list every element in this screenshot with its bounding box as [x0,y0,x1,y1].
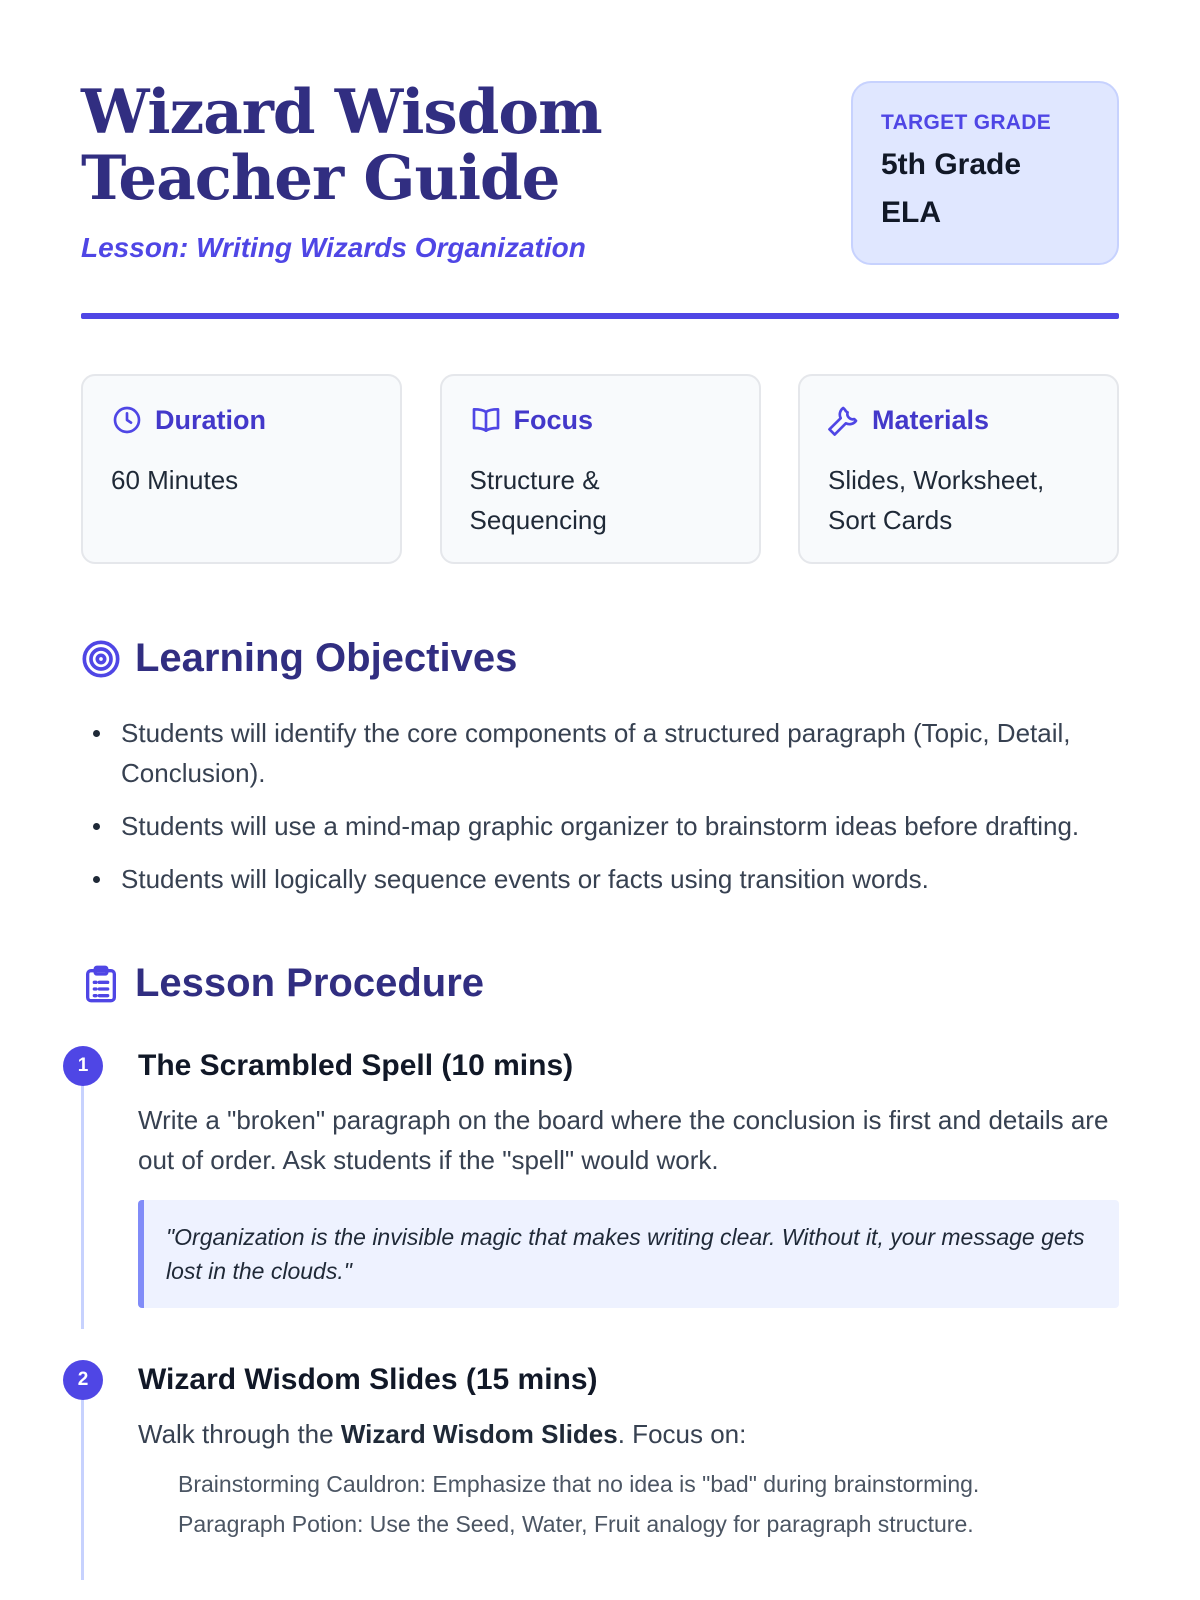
objective-item: Students will logically sequence events or facts using transition words. [81,859,1119,899]
learning-objectives-title: Learning Objectives [135,636,518,680]
focus-card-header [470,404,731,436]
procedure-step-1 [77,1046,1119,1308]
clock-icon [111,404,143,436]
focus-card [440,374,761,564]
materials-card-header [828,404,1089,436]
learning-objectives-header [81,636,1119,681]
step-description [138,1414,1119,1454]
lesson-subtitle: Lesson: Writing Wizards Organization [81,232,586,263]
info-cards [81,374,1119,564]
objective-item: Students will identify the core components of a structured paragraph (Topic, Detail, Conclusion). [81,713,1119,793]
target-grade-label: TARGET GRADE [881,111,1052,134]
header-divider [81,313,1119,319]
learning-objectives-section [81,636,1119,899]
step-quote: "Organization is the invisible magic that makes writing clear. Without it, your message gets lost in the clouds." [138,1200,1119,1308]
materials-card [798,374,1119,564]
slides-reference: Wizard Wisdom Slides [340,1419,618,1449]
page-title: Wizard Wisdom Teacher Guide [81,77,602,214]
step-description-text: Walk through the [138,1419,341,1449]
step-title: Wizard Wisdom Slides (15 mins) [138,1363,598,1396]
duration-value: 60 Minutes [111,465,239,495]
lesson-procedure-header [81,961,1119,1006]
step-title: The Scrambled Spell (10 mins) [138,1049,574,1082]
step-number-badge: 1 [63,1046,103,1086]
step-description: Write a "broken" paragraph on the board where the conclusion is first and details are out of order. Ask students if the "spell" would work. [138,1105,1109,1175]
lesson-procedure-title: Lesson Procedure [135,961,485,1005]
procedure-steps [77,1046,1119,1544]
duration-title: Duration [155,404,266,435]
header [81,0,1119,322]
objectives-list [81,713,1119,899]
target-grade-value: 5th Grade ELA [881,148,1022,229]
focus-title: Focus [513,404,594,435]
target-grade-card [851,81,1119,265]
duration-card-header [111,404,372,436]
procedure-step-2 [77,1360,1119,1544]
clipboard-icon [81,964,121,1004]
lesson-procedure-section [77,961,1119,1544]
step-timeline-line [81,1380,84,1580]
step-description-text: . Focus on: [617,1419,747,1449]
focus-point: Brainstorming Cauldron: Emphasize that no idea is "bad" during brainstorming. [178,1471,980,1497]
objective-item: Students will use a mind-map graphic organizer to brainstorm ideas before drafting. [81,806,1119,846]
focus-value: Structure & Sequencing [469,465,607,535]
materials-title: Materials [872,404,990,435]
book-icon [470,404,502,436]
step-timeline-line [81,1066,84,1329]
step-number-badge: 2 [63,1360,103,1400]
materials-value: Slides, Worksheet, Sort Cards [828,465,1045,535]
focus-points-list [138,1464,1119,1544]
focus-point: Paragraph Potion: Use the Seed, Water, Fruit analogy for paragraph structure. [178,1511,974,1537]
wrench-icon [828,404,860,436]
duration-card [81,374,402,564]
target-icon [81,639,121,679]
